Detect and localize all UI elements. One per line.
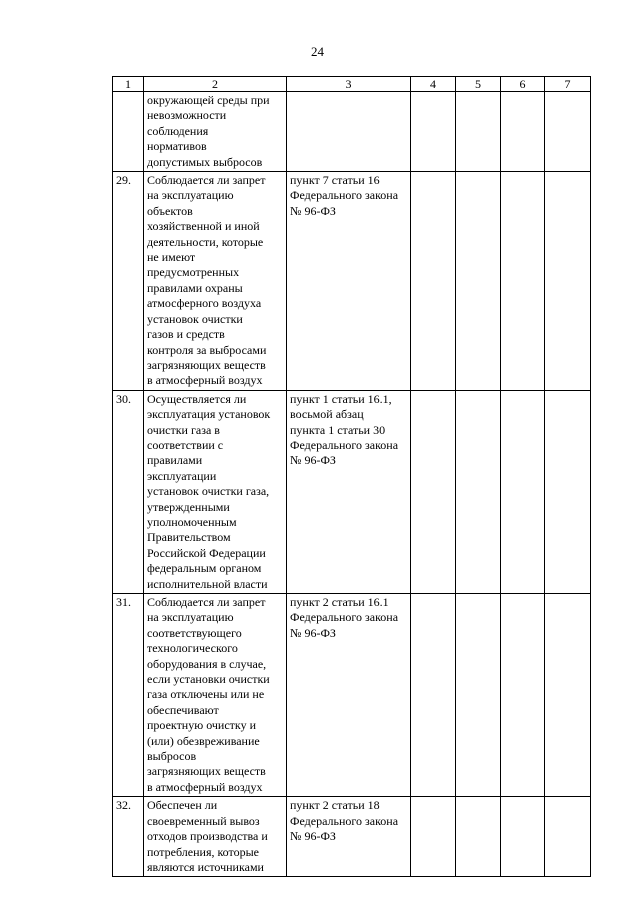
empty-cell	[545, 594, 591, 797]
empty-cell	[545, 390, 591, 593]
column-header: 7	[545, 77, 591, 92]
reference-cell: пункт 1 статьи 16.1, восьмой абзац пункта 1 статьи 30 Федерального закона № 96-ФЗ	[287, 390, 411, 593]
empty-cell	[456, 797, 501, 877]
row-number	[113, 92, 144, 172]
empty-cell	[456, 92, 501, 172]
question-cell: окружающей среды при невозможности соблюдения нормативов допустимых выбросов	[144, 92, 287, 172]
reference-cell: пункт 2 статьи 18 Федерального закона № 96-ФЗ	[287, 797, 411, 877]
empty-cell	[501, 172, 545, 391]
column-header: 4	[411, 77, 456, 92]
question-cell: Соблюдается ли запрет на эксплуатацию объектов хозяйственной и иной деятельности, которые не имеют предусмотренных правилами охраны атмосферного воздуха установок очистки газов и средств контроля за выбросами загрязняющих веществ в атмосферный воздух	[144, 172, 287, 391]
column-header: 6	[501, 77, 545, 92]
table-row	[113, 797, 591, 877]
empty-cell	[411, 390, 456, 593]
empty-cell	[501, 797, 545, 877]
question-cell: Обеспечен ли своевременный вывоз отходов производства и потребления, которые являются источниками	[144, 797, 287, 877]
empty-cell	[411, 797, 456, 877]
column-header: 2	[144, 77, 287, 92]
row-number: 31.	[113, 594, 144, 797]
empty-cell	[545, 797, 591, 877]
reference-cell	[287, 92, 411, 172]
table-header-row	[113, 77, 591, 92]
empty-cell	[411, 172, 456, 391]
empty-cell	[456, 172, 501, 391]
table-row	[113, 92, 591, 172]
empty-cell	[545, 92, 591, 172]
column-header: 3	[287, 77, 411, 92]
empty-cell	[501, 92, 545, 172]
empty-cell	[456, 390, 501, 593]
empty-cell	[411, 594, 456, 797]
empty-cell	[545, 172, 591, 391]
reference-cell: пункт 2 статьи 16.1 Федерального закона № 96-ФЗ	[287, 594, 411, 797]
reference-cell: пункт 7 статьи 16 Федерального закона № 96-ФЗ	[287, 172, 411, 391]
empty-cell	[501, 594, 545, 797]
question-cell: Соблюдается ли запрет на эксплуатацию соответствующего технологического оборудования в случае, если установки очистки газа отключены или не обеспечивают проектную очистку и (или) обезвреживание выбросов загрязняющих веществ в атмосферный воздух	[144, 594, 287, 797]
table-row	[113, 390, 591, 593]
checklist-table	[112, 76, 591, 877]
empty-cell	[411, 92, 456, 172]
table-row	[113, 594, 591, 797]
row-number: 29.	[113, 172, 144, 391]
empty-cell	[501, 390, 545, 593]
column-header: 5	[456, 77, 501, 92]
table-row	[113, 172, 591, 391]
row-number: 30.	[113, 390, 144, 593]
question-cell: Осуществляется ли эксплуатация установок очистки газа в соответствии с правилами эксплуатации установок очистки газа, утвержденными уполномоченным Правительством Российской Федерации федеральным органом исполнительной власти	[144, 390, 287, 593]
column-header: 1	[113, 77, 144, 92]
row-number: 32.	[113, 797, 144, 877]
empty-cell	[456, 594, 501, 797]
page-number: 24	[311, 44, 324, 59]
